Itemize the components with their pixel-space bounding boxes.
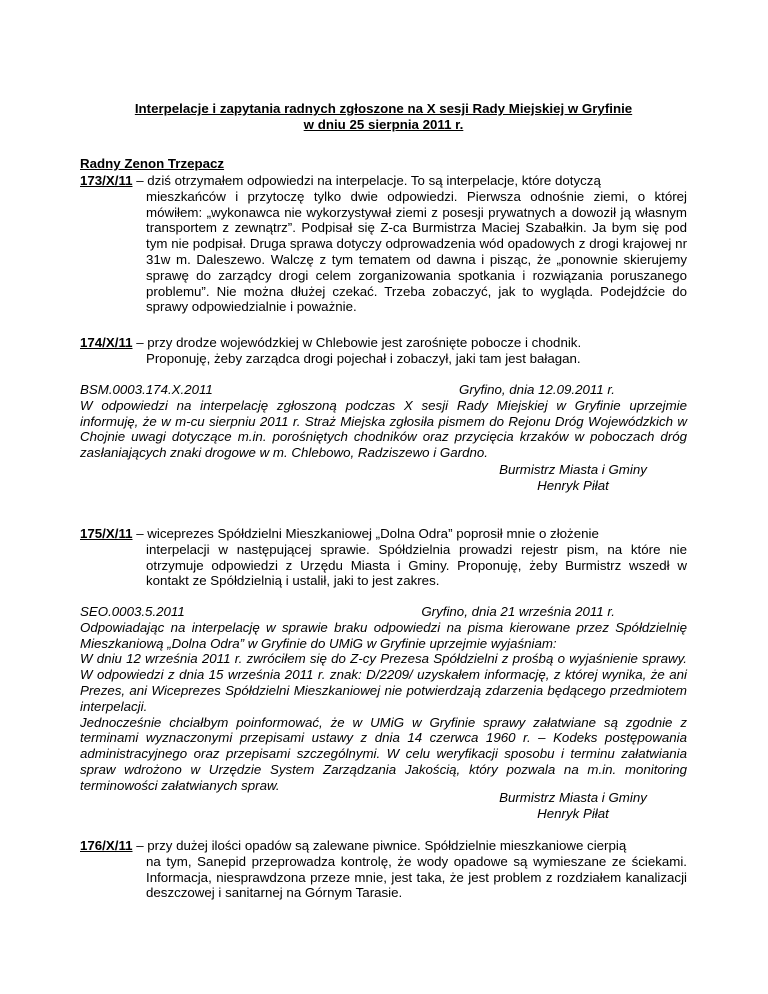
reply-body: W odpowiedzi na interpelację zgłoszoną podczas X sesji Rady Miejskiej w Gryfinie uprzejmie informuję, że w m-cu sierpniu 2011 r. Straż Miejska zgłosiła pismem do Rejonu Dróg Wojewódzkich w Chojnie uwagi dotyczące m.in. porośniętych chodników oraz przycięcia krzaków w poboczach dróg zasłaniających znaki drogowe w m. Chlebowo, Radziszewo i Gardno. [80,397,687,461]
signature-title: Burmistrz Miasta i Gminy [499,462,647,477]
interpellation-number: 176/X/11 [80,838,133,853]
signature-title: Burmistrz Miasta i Gminy [499,790,647,805]
reply-reference: SEO.0003.5.2011 [80,604,185,619]
interpellation-number: 175/X/11 [80,526,133,541]
title-line-1: Interpelacje i zapytania radnych zgłoszone na X sesji Rady Miejskiej w Gryfinie [134,101,633,116]
interpellation-173 [80,173,687,315]
signature-name: Henryk Piłat [537,805,609,821]
signature-block [463,790,683,822]
councillor-name: Radny Zenon Trzepacz [80,156,225,171]
reply-date: Gryfino, dnia 12.09.2011 r. [459,382,615,397]
interpellation-text-first: – przy drodze wojewódzkiej w Chlebowie jest zarośnięte pobocze i chodnik. [132,335,582,350]
interpellation-text: Proponuję, żeby zarządca drogi pojechał i zobaczył, jaki tam jest bałagan. [146,350,581,366]
interpellation-text-first: – przy dużej ilości opadów są zalewane piwnice. Spółdzielnie mieszkaniowe cierpią [132,838,627,853]
interpellation-175 [80,526,687,589]
reply-reference: BSM.0003.174.X.2011 [80,382,213,397]
reply-174 [80,382,687,461]
interpellation-176 [80,838,687,901]
interpellation-text-first: – wiceprezes Spółdzielni Mieszkaniowej „Dolna Odra” poprosił mnie o złożenie [132,526,599,541]
reply-body: Odpowiadając na interpelację w sprawie braku odpowiedzi na pisma kierowane przez Spółdzielnię Mieszkaniową „Dolna Odra” w Gryfinie do UMiG w Gryfinie uprzejmie wyjaśniam: [80,619,687,651]
interpellation-number: 174/X/11 [80,335,133,350]
reply-175 [80,604,687,794]
interpellation-number: 173/X/11 [80,173,133,188]
signature-name: Henryk Piłat [537,477,609,493]
interpellation-174 [80,335,687,367]
reply-date: Gryfino, dnia 21 września 2011 r. [421,604,615,619]
signature-block [463,462,683,494]
reply-body-2: W dniu 12 września 2011 r. zwróciłem się do Z-cy Prezesa Spółdzielni z prośbą o wyjaśnienie sprawy. W odpowiedzi z dnia 15 września 2011 r. znak: D/2209/ uzyskałem informację, z której wynika, że ani Prezes, ani Wiceprezes Spółdzielni Mieszkaniowej nie potwierdzają zdarzenia będącego przedmiotem interpelacji. [80,651,687,714]
page-title [80,101,687,133]
interpellation-text: mieszkańców i przytoczę tylko dwie odpowiedzi. Pierwsza odnośnie ziemi, o której mówiłem: „wykonawca nie wykorzystywał ziemi z posesji prywatnych a dowoził ją własnym transportem z zewnątrz”. Podpisał się Z-ca Burmistrza Maciej Szabałkin. Ja bym się pod tym nie podpisał. Druga sprawa dotyczy odprowadzenia wód opadowych z drogi krajowej nr 31w m. Daleszewo. Walczę z tym tematem od dawna i pisząc, że „ponownie skierujemy sprawę do zarządcy drogi celem zorganizowania spotkania i rozwiązania poruszanego problemu”. Nie można dłużej czekać. Trzeba zobaczyć, jak to wygląda. Podejdźcie do sprawy odpowiedzialnie i poważnie. [146,188,687,315]
interpellation-text: interpelacji w następującej sprawie. Spółdzielnia prowadzi rejestr pism, na które nie otrzymuje odpowiedzi z Urzędu Miasta i Gminy. Proponuję, żeby Burmistrz wszedł w kontakt ze Spółdzielnią i ustalił, jaki to jest zakres. [146,541,687,589]
reply-body-3: Jednocześnie chciałbym poinformować, że w UMiG w Gryfinie sprawy załatwiane są zgodnie z terminami wyznaczonymi przepisami ustawy z dnia 14 czerwca 1960 r. – Kodeks postępowania administracyjnego oraz przepisami szczególnymi. W celu weryfikacji sposobu i terminu załatwiania spraw wdrożono w Urzędzie System Zarządzania Jakością, który pozwala na m.in. monitoring terminowości załatwianych spraw. [80,714,687,793]
interpellation-text-first: – dziś otrzymałem odpowiedzi na interpelacje. To są interpelacje, które dotyczą [132,173,601,188]
title-line-2: w dniu 25 sierpnia 2011 r. [303,117,464,132]
interpellation-text: na tym, Sanepid przeprowadza kontrolę, że wody opadowe są wymieszane ze ściekami. Informacja, niesprawdzona przeze mnie, jest taka, że jest problem z rozdziałem kanalizacji deszczowej i sanitarnej na Górnym Tarasie. [146,853,687,901]
